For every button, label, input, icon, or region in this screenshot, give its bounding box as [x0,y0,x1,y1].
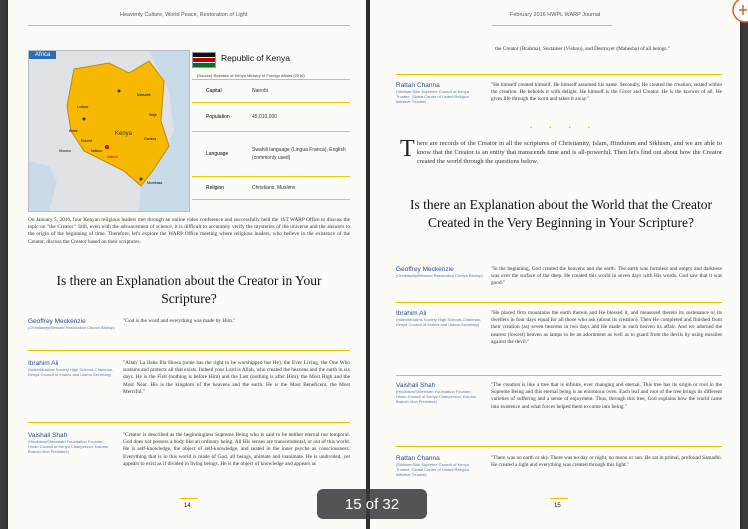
qa-entry [28,318,350,330]
quote-text: "The creation is like a tree that is infinite, ever changing and eternal. This tree has its origin or root in the Supreme Being and this eternal being is an enormous oven. Each leaf and root of the tree brings its different varieties of suffering and a sense of enjoyment. Thus, through this tree, God explains how the world came into existence and what forces helped them to come into being." [491,382,722,410]
qa-entry [396,382,722,411]
qa-entry [396,455,722,477]
table-value: 45,010,000 [252,114,278,120]
speaker-name: Vaishali Shah [28,432,68,439]
speaker [396,455,491,477]
quote-text: "He placed firm mountains the earth therein and He blessed it, and measured therein its sustenance or its dwellers in four days equal for all those who ask (about its creation). Then He completed and finished from their creation (as) seven heavens in two days and He made in each heaven its affair. And we adorned the nearest (lowest) heaven as lamps to be an adornment as well as to guard from the devils by using missiles against the devil." [491,310,722,345]
map-city-label: Eldoret [81,139,93,143]
divider [396,375,722,376]
speaker [396,82,491,104]
map-city-label: Kisumu [59,149,71,153]
kenya-flag-icon [192,52,216,68]
speaker [28,360,123,396]
running-head: Heavenly Culture, World Peace, Restoration of Light [120,12,248,18]
intro-paragraph [400,136,722,166]
map-city-label: Wajir [149,113,157,117]
quote-continuation: the Creator (Brahma), Sustainer (Vishnu), and Destroyer (Mahesha) of all beings." [495,46,670,52]
speaker-role: (Christianity/Blessed Restoration Church Bishop) [396,273,483,278]
map-city-label: Lodwar [77,105,89,109]
section-heading: Is there an Explanation about the Creator in Your Scripture? [56,273,322,306]
ornament-dots [530,124,590,132]
running-head: February 2016 HWPL WARP Journal [510,12,601,18]
qa-entry [396,266,722,288]
qa-entry [28,360,350,396]
divider [396,446,722,447]
divider [396,302,722,303]
table-row [192,177,350,200]
map-city-label: Garissa [144,137,157,141]
map-city-label: Nairobi [107,155,119,159]
header-rule [492,25,612,26]
speaker-name: Geoffrey Meckenzie [28,318,86,325]
left-page [8,0,366,529]
ornament-dot: • [587,124,590,132]
speaker [396,310,491,346]
page-number-rule [180,498,198,499]
zoom-in-button[interactable] [725,0,748,28]
map-country-label: Kenya [115,131,133,137]
divider [28,422,350,423]
country-info-table [192,79,350,200]
speaker [28,318,123,330]
quote-text: "In the beginning, God created the heavens and the earth. The earth was formless and empty and darkness was over the surface of the deep. He created this world in seven days with His words. God saw that it was good." [491,266,722,287]
ornament-dot: • [568,124,571,132]
speaker-role: (Hinduism/Shreedatri Foundation Founder, Hindu Council of Kenya Chairperson, Kisumu Branch Vice President) [396,389,477,404]
table-key: Language [206,151,229,157]
page-counter: 15 of 32 [317,489,427,519]
qa-entry [396,310,722,346]
speaker-name: Geoffrey Meckenzie [396,266,454,273]
quote-text: "Creator is described as the beginningless Supreme Being who is said to be neither eternal nor temporal. God does not possess a body like an ordinary being. All His senses are transcendental, or out of this world. He is self-knowledge, the object of self-knowledge, and seated in the inner psyche as consciousness. Everything that is in this world is made of God, all beings, animate and inanimate. He is undivided, yet appears to exist as if divided in living beings. He is the object of knowledge and appears as [123,432,350,467]
table-value: Swahili language (Lingua Franca), English (commonly used) [252,147,346,161]
map-city-label: Marsabit [137,93,151,97]
speaker-role: (Christianity/Blessed Restoration Church Bishop) [28,325,115,330]
header-rule [28,25,350,26]
speaker-name: Vaishali Shah [396,382,436,389]
quote-text: "Allah' La Ilaha Illa Huwa (none has the right to be worshipped but He), the Ever Living, the One Who sustains and protects all that exists. Indeed your Lord is Allah, who created the heavens and the earth in six days. He is the First (nothing is before Him) and the Last (nothing is after Him), the Most High and the Most Near. His is the kingdom of the heavens and the earth. He is the Most Beneficent, the Most Merciful." [123,360,350,395]
intro-text: here are records of the Creator in all the scriptures of Christianity, Islam, Hinduism and Sikhism, and we are able to know that the Creator is an entity that transcends time and is all-powerful. Then let's find out about how the Creator created the world through the questions below. [416,140,722,165]
speaker-name: Ibrahim Ali [28,360,59,367]
map-region-tag: Africa [29,51,56,59]
speaker-name: Rattan Channa [396,82,440,89]
table-value: Nairobi [252,88,268,94]
divider [28,350,350,351]
speaker [396,266,491,288]
table-key: Population [206,114,230,120]
right-page [370,0,740,529]
speaker-name: Rattan Channa [396,455,440,462]
table-key: Capital [206,88,222,94]
speaker-role: (Sikhism/Sikh Supreme Council of Kenya Trustee, Global Center of United Religion Initiative Trustee) [396,89,469,104]
speaker-role: (Islam/Muslims Society High Schools Chairman, Kenya Council of Imams and Ulama Secretary) [28,367,114,377]
page-number-rule [550,498,568,499]
table-row [192,132,350,177]
speaker [28,432,123,468]
speaker-role: (Islam/Muslims Society High Schools Chairman, Kenya Council of Imams and Ulama Secretary) [396,317,482,327]
qa-entry [396,82,722,104]
drop-cap: T [400,136,415,162]
quote-text: "There was no earth or sky. There was no day or night, no moon or sun. He sat in primal, profound Samadhi. He created a light and everything was created through this light." [491,455,722,469]
quote-text: "God is the word and everything was made by Him." [123,318,236,324]
country-title: Republic of Kenya [221,53,290,63]
ornament-dot: • [549,124,552,132]
table-row [192,103,350,132]
zoom-in-icon [725,0,748,28]
qa-entry [28,432,350,468]
speaker-role: (Hinduism/Shreedatri Foundation Founder, Hindu Council of Kenya Chairperson, Kisumu Branch Vice President) [28,439,109,454]
speaker [396,382,491,411]
table-row [192,80,350,103]
table-key: Religion [206,185,225,191]
map-city-label: Kitale [69,129,78,133]
kenya-map [28,50,190,212]
map-city-label: Mombasa [147,181,163,185]
divider [396,74,722,75]
page-number: 15 [554,503,561,509]
country-source: (Source) Republic of Kenya Ministry of Foreign Affairs (2016) [197,73,305,78]
speaker-name: Ibrahim Ali [396,310,427,317]
page-number: 14 [184,503,191,509]
map-graphic [29,51,189,211]
speaker-role: (Sikhism/Sikh Supreme Council of Kenya Trustee, Global Center of United Religion Initiative Trustee) [396,462,469,477]
intro-paragraph: On January 5, 2016, four Kenyan religious leaders met through an online video conference and successfully held the 1ST WARP Office to discuss the topic on "the Creator." Still, even with the advancement of science, it is difficult to accurately verify the mysteries of the universe and the answers to the origin of the beginning of time. Therefore, let's explore the WARP Office meeting where religious leaders, who believe in the existence of the Creator, discuss the Creator based on their scriptures. [28,217,350,245]
map-city-label: Nakuru [91,149,103,153]
quote-text: "He himself created himself. He himself assumed his name. Secondly, He created the creation; seated within the creation. He beholds it with delight. He himself is the Giver and Creator. He is the knower of all. He gives life through the word and takes it away." [491,82,722,103]
section-heading: Is there an Explanation about the World that the Creator Created in the Very Beginning in Your Scripture? [410,197,712,230]
ornament-dot: • [530,124,533,132]
table-value: Christians, Muslims [252,185,296,191]
